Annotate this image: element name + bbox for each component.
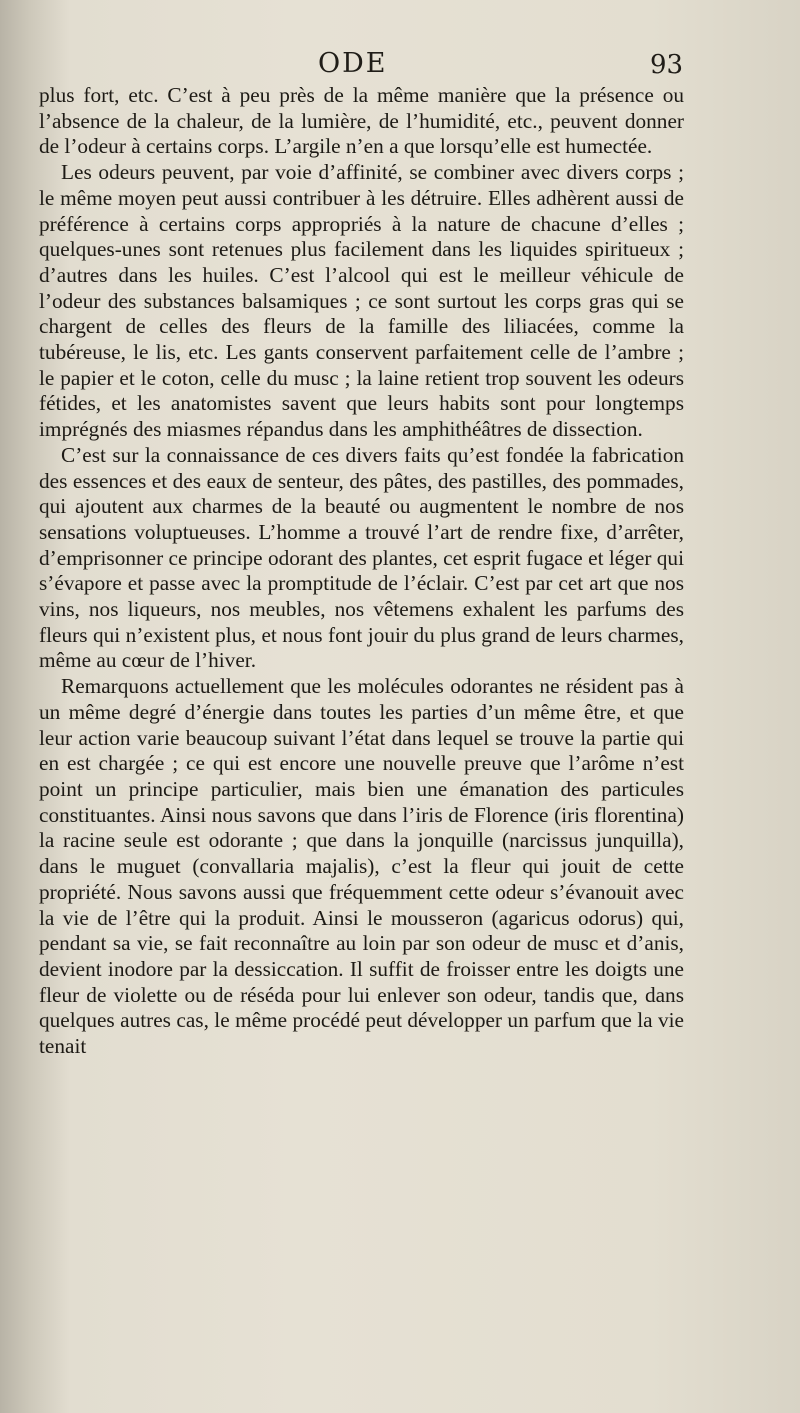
page-header bbox=[0, 48, 800, 88]
paragraph: plus fort, etc. C’est à peu près de la même manière que la présence ou l’absence de la chaleur, de la lumière, de l’humidité, etc., peuvent donner de l’odeur à certains corps. L’argile n’en a que lorsqu’elle est humectée. bbox=[39, 83, 684, 159]
running-title: ODE bbox=[318, 48, 388, 79]
paragraph: C’est sur la connaissance de ces divers faits qu’est fondée la fabrication des essences et des eaux de senteur, des pâtes, des pastilles, des pommades, qui ajoutent aux charmes de la beauté ou augmentent le nombre de nos sensations voluptueuses. L’homme a trouvé l’art de rendre fixe, d’arrêter, d’emprisonner ce principe odorant des plantes, cet esprit fugace et léger qui s’évapore et passe avec la promptitude de l’éclair. C’est par cet art que nos vins, nos liqueurs, nos meubles, nos vêtemens exhalent les parfums des fleurs qui n’existent plus, et nous font jouir du plus grand de leurs charmes, même au cœur de l’hiver. bbox=[39, 442, 684, 673]
page-number: 93 bbox=[650, 50, 684, 80]
page-body bbox=[39, 83, 684, 1060]
paragraph: Remarquons actuellement que les molécules odorantes ne résident pas à un même degré d’énergie dans toutes les parties d’un même être, et que leur action varie beaucoup suivant l’état dans lequel se trouve la partie qui en est chargée ; ce qui est encore une nouvelle preuve que l’arôme n’est point un principe particulier, mais bien une émanation des particules constituantes. Ainsi nous savons que dans l’iris de Florence (iris florentina) la racine seule est odorante ; que dans la jonquille (narcissus junquilla), dans le muguet (convallaria majalis), c’est la fleur qui jouit de cette propriété. Nous savons aussi que fréquemment cette odeur s’évanouit avec la vie de l’être qui la produit. Ainsi le mousseron (agaricus odorus) qui, pendant sa vie, se fait reconnaître au loin par son odeur de musc et d’anis, devient inodore par la dessiccation. Il suffit de froisser entre les doigts une fleur de violette ou de réséda pour lui enlever son odeur, tandis que, dans quelques autres cas, le même procédé peut développer un parfum que la vie tenait bbox=[39, 674, 684, 1059]
paragraph: Les odeurs peuvent, par voie d’affinité, se combiner avec divers corps ; le même moyen peut aussi contribuer à les détruire. Elles adhèrent aussi de préférence à certains corps appropriés à la nature de chacune d’elles ; quelques-unes sont retenues plus facilement dans les liquides spiritueux ; d’autres dans les huiles. C’est l’alcool qui est le meilleur véhicule de l’odeur des substances balsamiques ; ce sont surtout les corps gras qui se chargent de celles des fleurs de la famille des liliacées, comme la tubéreuse, le lis, etc. Les gants conservent parfaitement celle de l’ambre ; le papier et le coton, celle du musc ; la laine retient trop souvent les odeurs fétides, et les anatomistes savent que leurs habits sont pour longtemps imprégnés des miasmes répandus dans les amphithéâtres de dissection. bbox=[39, 160, 684, 442]
